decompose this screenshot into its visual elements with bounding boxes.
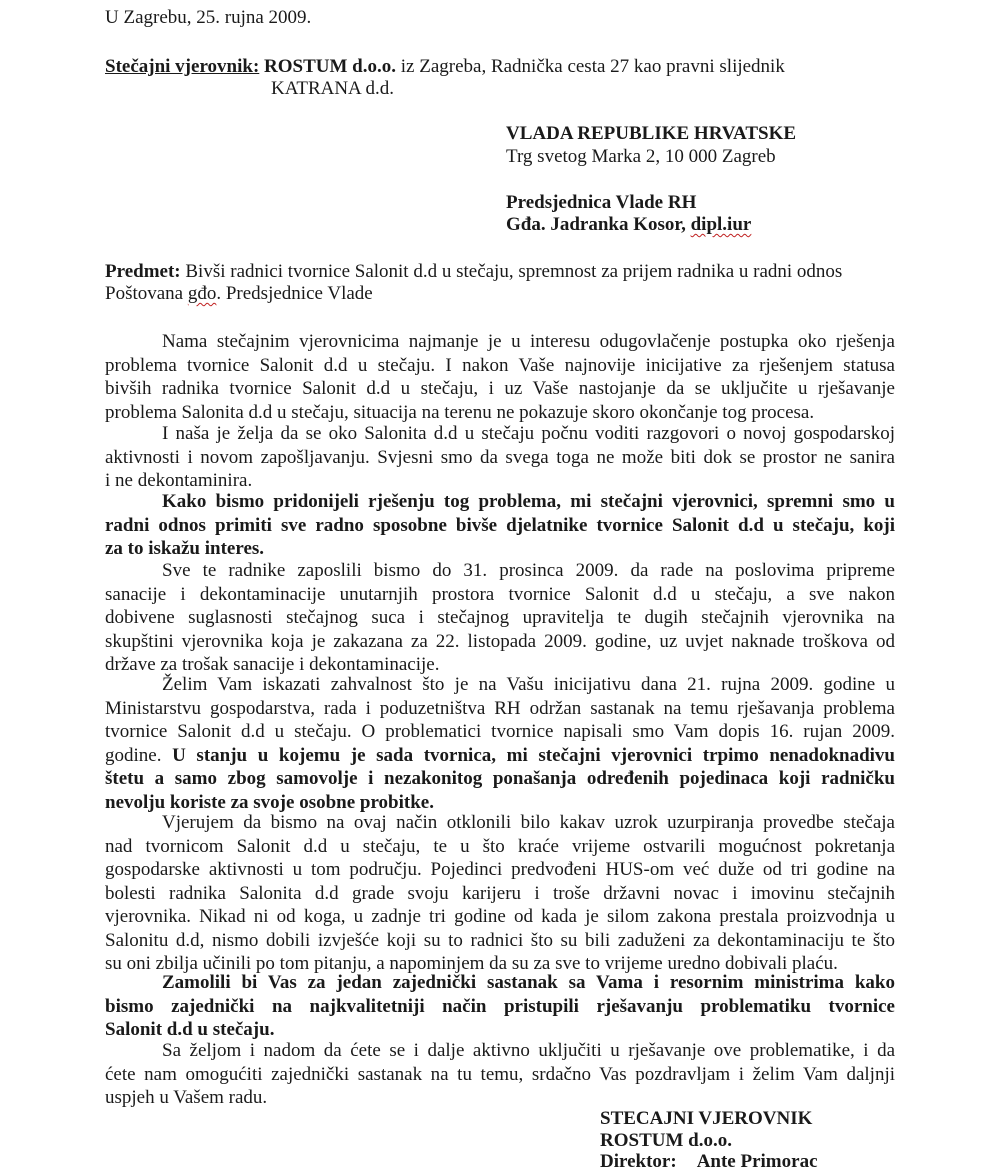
paragraph-3: [105, 490, 895, 561]
salutation-word: gđo: [187, 283, 217, 304]
signature-name: Ante Primorac: [696, 1151, 818, 1172]
subject-label: Predmet:: [105, 261, 181, 282]
text-line: radni odnos primiti sve radno sposobne bivše djelatnike tvornice Salonit d.d u stečaju, koji: [105, 514, 895, 536]
creditor-name: ROSTUM d.o.o.: [264, 56, 396, 77]
text-line: problema tvornice Salonit d.d u stečaju. I nakon Vaše najnovije inicijative za rješenjem statusa: [105, 354, 895, 376]
recipient-name-main: Gđa. Jadranka Kosor,: [506, 214, 691, 235]
text-line: za to iskažu interes.: [105, 538, 265, 559]
paragraph-1: [105, 330, 895, 424]
salutation: [105, 283, 373, 305]
text-line: štetu a samo zbog samovolje i nezakonitog ponašanja određenih pojedinaca koji radničku: [105, 768, 895, 789]
text-bold: U stanju u kojemu je sada tvornica, mi stečajni vjerovnici trpimo nenadoknadivu: [172, 744, 896, 766]
text-line: sanacije i dekontaminacije unutarnjih prostora tvornice Salonit d.d u stečaju, a sve nakon: [105, 583, 895, 605]
signature-role-line: [600, 1151, 818, 1173]
paragraph-7: [105, 971, 895, 1042]
text-line: ćete nam omogućiti zajednički sastanak na tu temu, srdačno Vas pozdravljam i želim Vam daljnji: [105, 1063, 895, 1085]
text-line: gospodarske aktivnosti u tom području. Pojedinci predvođeni HUS-om već duže od tri godine na: [105, 859, 895, 880]
text-line: Sa željom i nadom da ćete se i dalje aktivno uključiti u rješavanje ove problematike, i da: [162, 1040, 895, 1061]
text-line: uspjeh u Vašem radu.: [105, 1087, 268, 1108]
text-line: Želim Vam iskazati zahvalnost što je na Vašu inicijativu dana 21. rujna 2009. godine u: [162, 674, 895, 695]
text-line: nevolju koriste za svoje osobne probitke.: [105, 791, 434, 813]
salutation-pre: Poštovana: [105, 283, 188, 304]
text-line: Ministarstvu gospodarstva, rada i poduzetništva RH održan sastanak na temu rješavanja problema: [105, 697, 895, 719]
text-line: Nama stečajnim vjerovnicima najmanje je u interesu odugovlačenje postupka oko rješenja: [162, 331, 895, 352]
text-line: države za trošak sanacije i dekontaminacije.: [105, 654, 440, 675]
recipient-org: VLADA REPUBLIKE HRVATSKE: [506, 123, 797, 144]
text-line: Salonitu d.d, nismo dobili izvješće koji su to radnici što su bili zaduženi za dekontaminaciju te što: [105, 929, 895, 951]
text-line: vjerovnika. Nikad ni od koga, u zadnje tri godine od kada je silom zakona prestala proizvodnja u: [105, 906, 895, 927]
text-line: bismo zajednički na najkvalitetniji način pristupili rješavanju problematiku tvornice: [105, 995, 895, 1017]
text-line: nad tvornicom Salonit d.d u stečaju, te u što kraće vrijeme ostvarili mogućnost pokretanja: [105, 835, 895, 857]
creditor-label: Stečajni vjerovnik:: [105, 56, 260, 77]
creditor-line-2: KATRANA d.d.: [271, 78, 394, 99]
recipient-address: Trg svetog Marka 2, 10 000 Zagreb: [506, 146, 776, 167]
text-line: aktivnosti i novom zapošljavanju. Svjesni smo da svega toga ne može biti dok se prostor ne sanira: [105, 446, 895, 468]
text-line: i ne dekontaminira.: [105, 470, 253, 491]
subject-line: [105, 261, 842, 283]
paragraph-6: [105, 811, 895, 976]
text-line: Salonit d.d u stečaju.: [105, 1019, 275, 1040]
text-line: tvornice Salonit d.d u stečaju. O problematici tvornice napisali smo Vam dopis 16. rujan 2009.: [105, 721, 895, 742]
text-line: Sve te radnike zaposlili bismo do 31. prosinca 2009. da rade na poslovima pripreme: [162, 560, 895, 581]
recipient-title: Predsjednica Vlade RH: [506, 192, 697, 213]
text-line: Zamolili bi Vas za jedan zajednički sastanak sa Vama i resornim ministrima kako: [162, 972, 895, 993]
text-line: su oni zbilja učinili po tom pitanju, a napominjem da su za sve to vrijeme uredno dobivali plaću.: [105, 953, 838, 974]
text-line: problema Salonita d.d u stečaju, situacija na terenu ne pokazuje skoro okončanje tog procesa.: [105, 401, 815, 423]
text-line: bolesti radnika Salonita d.d grade svoju karijeru i troše državni novac i imovinu stečajnih: [105, 882, 895, 904]
text-line: I naša je želja da se oko Salonita d.d u stečaju počnu voditi razgovori o novoj gospodarskoj: [162, 423, 895, 444]
signature-line-1: STECAJNI VJEROVNIK: [600, 1108, 813, 1129]
text-line: skupštini vjerovnika koja je zakazana za 22. listopada 2009. godine, uz uvjet naknade troškova od: [105, 630, 895, 652]
recipient-name-degree: dipl.iur: [690, 214, 752, 235]
signature-line-2: ROSTUM d.o.o.: [600, 1130, 732, 1151]
paragraph-4: [105, 559, 895, 677]
subject-text: Bivši radnici tvornice Salonit d.d u stečaju, spremnost za prijem radnika u radni odnos: [180, 261, 843, 282]
text-line: dobivene suglasnosti stečajnog suca i stečajnog upravitelja te dugih stečajnih vjerovnika na: [105, 607, 895, 628]
text-line: Kako bismo pridonijeli rješenju tog problema, mi stečajni vjerovnici, spremni smo u: [162, 491, 895, 512]
paragraph-5: [105, 673, 895, 814]
paragraph-8: [105, 1039, 895, 1110]
signature-role: Direktor:: [600, 1151, 677, 1172]
creditor-address: iz Zagreba, Radnička cesta 27 kao pravni slijednik: [396, 56, 785, 77]
text-line-mixed: [105, 744, 895, 768]
text-line: Vjerujem da bismo na ovaj način otklonili bilo kakav uzrok uzurpiranja provedbe stečaja: [162, 812, 895, 833]
place-date: U Zagrebu, 25. rujna 2009.: [105, 7, 312, 28]
text-plain: godine.: [105, 744, 173, 766]
creditor-line-1: [105, 56, 785, 78]
salutation-post: . Predsjednice Vlade: [216, 283, 373, 304]
text-line: bivših radnika tvornice Salonit d.d u stečaju, i uz Vaše nastojanje da se uključite u rješavanje: [105, 378, 895, 399]
paragraph-2: [105, 422, 895, 493]
recipient-name: [506, 214, 751, 236]
